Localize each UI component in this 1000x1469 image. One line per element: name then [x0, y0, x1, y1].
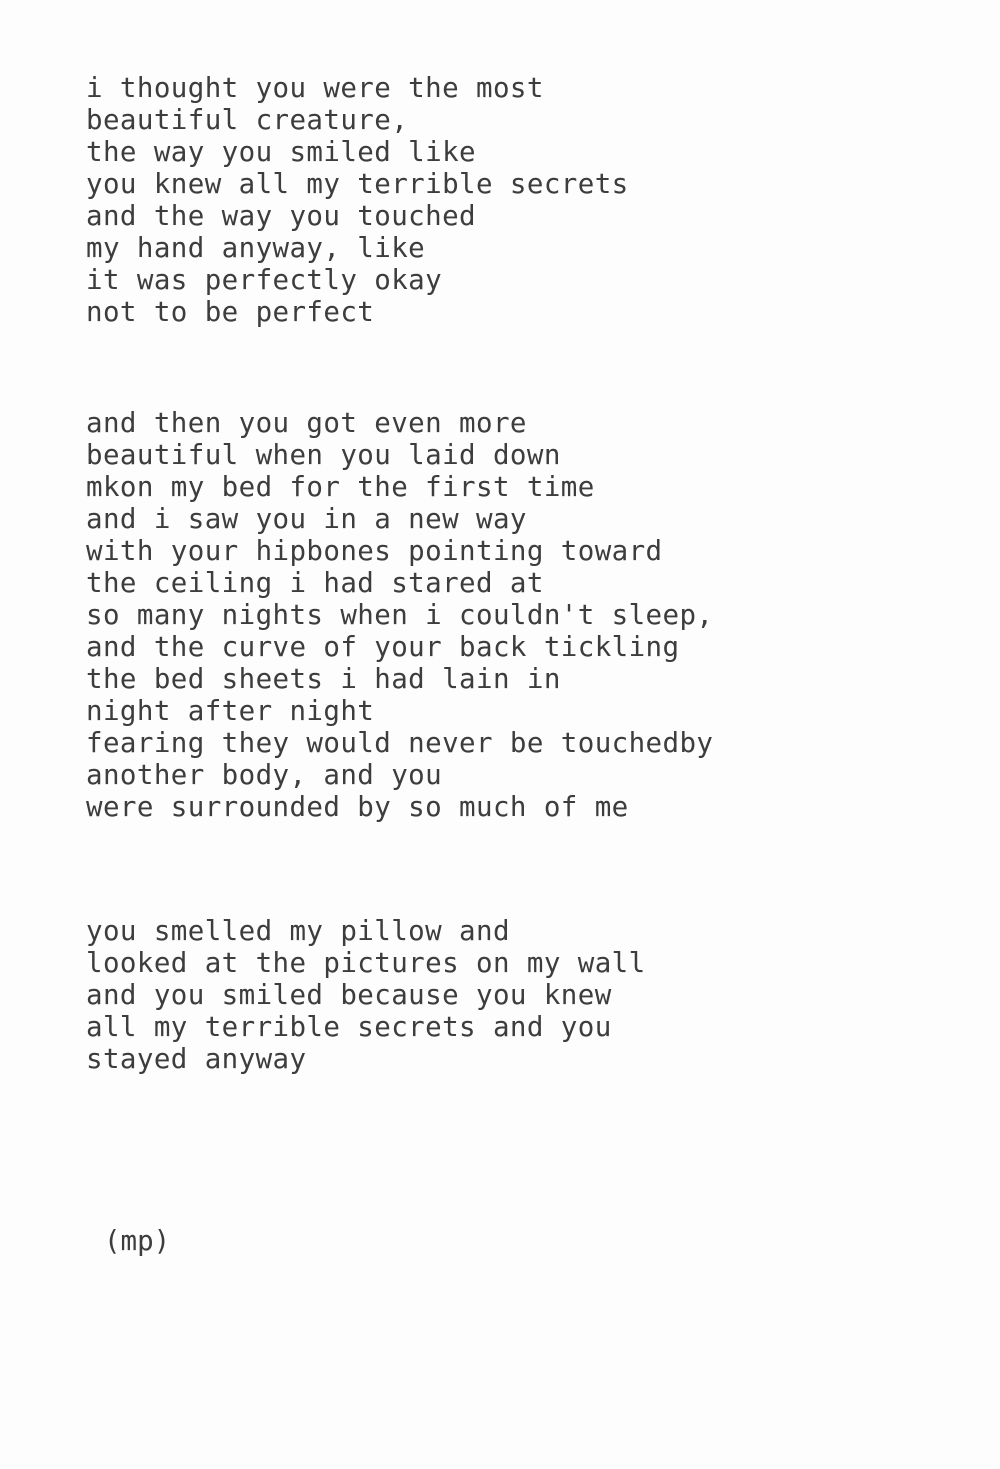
poem-line: the ceiling i had stared at: [86, 567, 544, 599]
poem-line: so many nights when i couldn't sleep,: [86, 599, 714, 631]
poem-line: you knew all my terrible secrets: [86, 168, 629, 200]
poem-line: and then you got even more: [86, 407, 527, 439]
poem-line: beautiful when you laid down: [86, 439, 561, 471]
poem-line: and i saw you in a new way: [86, 503, 527, 535]
signature-initials: (mp): [104, 1225, 171, 1257]
poem-line: stayed anyway: [86, 1043, 307, 1075]
poem-line: with your hipbones pointing toward: [86, 535, 663, 567]
poem-line: and the curve of your back tickling: [86, 631, 680, 663]
poem-line: night after night: [86, 695, 375, 727]
poem-line: it was perfectly okay: [86, 264, 443, 296]
poem-line: i thought you were the most: [86, 72, 544, 104]
poem-line: the way you smiled like: [86, 136, 476, 168]
stanza-3: [86, 915, 646, 1075]
poem-line: and the way you touched: [86, 200, 476, 232]
poem-line: mkon my bed for the first time: [86, 471, 595, 503]
poem-line: beautiful creature,: [86, 104, 409, 136]
poem-line: fearing they would never be touchedby: [86, 727, 714, 759]
stanza-1: [86, 72, 629, 328]
poem-line: the bed sheets i had lain in: [86, 663, 561, 695]
poem-line: and you smiled because you knew: [86, 979, 612, 1011]
poem-line: you smelled my pillow and: [86, 915, 510, 947]
poem-line: another body, and you: [86, 759, 443, 791]
poem-line: were surrounded by so much of me: [86, 791, 629, 823]
stanza-2: [86, 407, 713, 823]
poem-line: all my terrible secrets and you: [86, 1011, 612, 1043]
poem-line: not to be perfect: [86, 296, 375, 328]
poem-line: looked at the pictures on my wall: [86, 947, 646, 979]
poem-line: my hand anyway, like: [86, 232, 426, 264]
